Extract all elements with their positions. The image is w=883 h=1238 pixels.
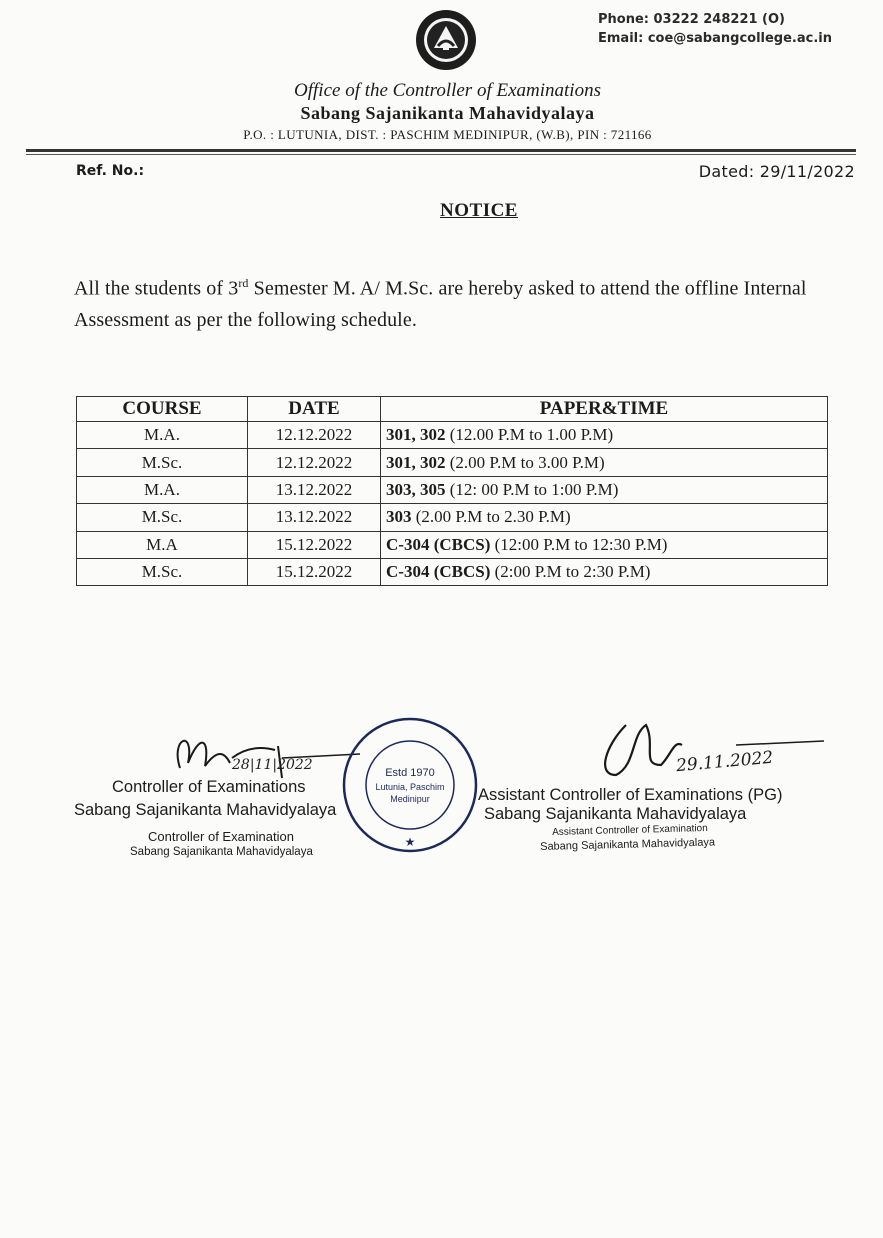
notice-date: Dated: 29/11/2022 [698,162,855,181]
assistant-controller-college: Sabang Sajanikanta Mahavidyalaya [484,805,747,823]
table-row [77,531,828,558]
controller-college: Sabang Sajanikanta Mahavidyalaya [74,801,337,819]
college-address: P.O. : LUTUNIA, DIST. : PASCHIM MEDINIPUR, (W.B), PIN : 721166 [243,127,652,142]
date-cell: 15.12.2022 [248,531,381,558]
controller-stamp-college: Sabang Sajanikanta Mahavidyalaya [130,846,313,858]
assistant-controller-title: Assistant Controller of Examinations (PG) [478,786,783,804]
assistant-handwritten-date: 29.11.2022 [675,747,775,777]
seal-star-icon: ★ [404,835,416,849]
controller-stamp-title: Controller of Examination [148,829,294,844]
controller-title: Controller of Examinations [112,778,306,796]
table-row [77,422,828,449]
email-text: Email: coe@sabangcollege.ac.in [598,31,832,46]
notice-body [74,268,834,336]
paper-code: 301, 302 [386,452,446,472]
course-cell: M.Sc. [77,558,248,585]
course-cell: M.A. [77,476,248,503]
seal-estd: Estd 1970 [385,767,435,779]
paper-time-cell [381,422,828,449]
header-date: DATE [248,397,381,422]
paper-time: (2.00 P.M to 3.00 P.M) [445,452,605,472]
notice-body-start: All the students of 3 [74,277,239,300]
table-row [77,558,828,585]
paper-time: (2.00 P.M to 2.30 P.M) [411,507,571,527]
office-title: Office of the Controller of Examinations [294,80,601,101]
date-cell: 12.12.2022 [248,422,381,449]
phone-text: Phone: 03222 248221 (O) [598,12,785,27]
seal-place-1: Lutunia, Paschim [375,782,445,792]
header-paper-time: PAPER&TIME [381,397,828,422]
table-row [77,476,828,503]
assistant-signature-icon [586,705,826,789]
paper-code: C-304 (CBCS) [386,562,491,582]
seal-place-2: Medinipur [390,794,430,804]
date-cell: 13.12.2022 [248,476,381,503]
course-cell: M.Sc. [77,449,248,476]
paper-code: C-304 (CBCS) [386,534,491,554]
paper-time-cell [381,504,828,531]
contact-block [598,10,832,48]
paper-time-cell [381,449,828,476]
controller-handwritten-date: 28|11|2022 [232,757,313,773]
header-course: COURSE [77,397,248,422]
paper-time: (2:00 P.M to 2:30 P.M) [490,562,651,582]
schedule-table [76,396,828,586]
header-divider-thin [26,154,856,155]
paper-code: 301, 302 [386,425,446,445]
course-cell: M.A [77,531,248,558]
course-cell: M.Sc. [77,504,248,531]
reference-number: Ref. No.: [76,163,145,179]
paper-time-cell [381,531,828,558]
date-cell: 12.12.2022 [248,449,381,476]
table-row [77,449,828,476]
paper-code: 303 [386,507,412,527]
notice-body-ordinal: rd [238,276,249,290]
paper-code: 303, 305 [386,479,446,499]
assistant-stamp-college: Sabang Sajanikanta Mahavidyalaya [540,836,716,853]
paper-time: (12.00 P.M to 1.00 P.M) [445,425,614,445]
paper-time: (12:00 P.M to 12:30 P.M) [490,534,668,554]
paper-time-cell [381,558,828,585]
header-divider-thick [26,149,856,152]
notice-body-rest: Semester M. A/ M.Sc. are hereby asked to attend the offline Internal Assessment as per the following schedule. [74,277,807,331]
course-cell: M.A. [77,422,248,449]
paper-time-cell [381,476,828,503]
table-header-row [77,397,828,422]
college-logo-icon [414,8,478,72]
table-row [77,504,828,531]
date-cell: 15.12.2022 [248,558,381,585]
paper-time: (12: 00 P.M to 1:00 P.M) [445,479,619,499]
assistant-stamp-title: Assistant Controller of Examination [552,822,708,838]
college-seal-stamp-icon [334,714,486,856]
date-cell: 13.12.2022 [248,504,381,531]
college-name: Sabang Sajanikanta Mahavidyalaya [300,103,595,123]
notice-title: NOTICE [440,200,518,221]
